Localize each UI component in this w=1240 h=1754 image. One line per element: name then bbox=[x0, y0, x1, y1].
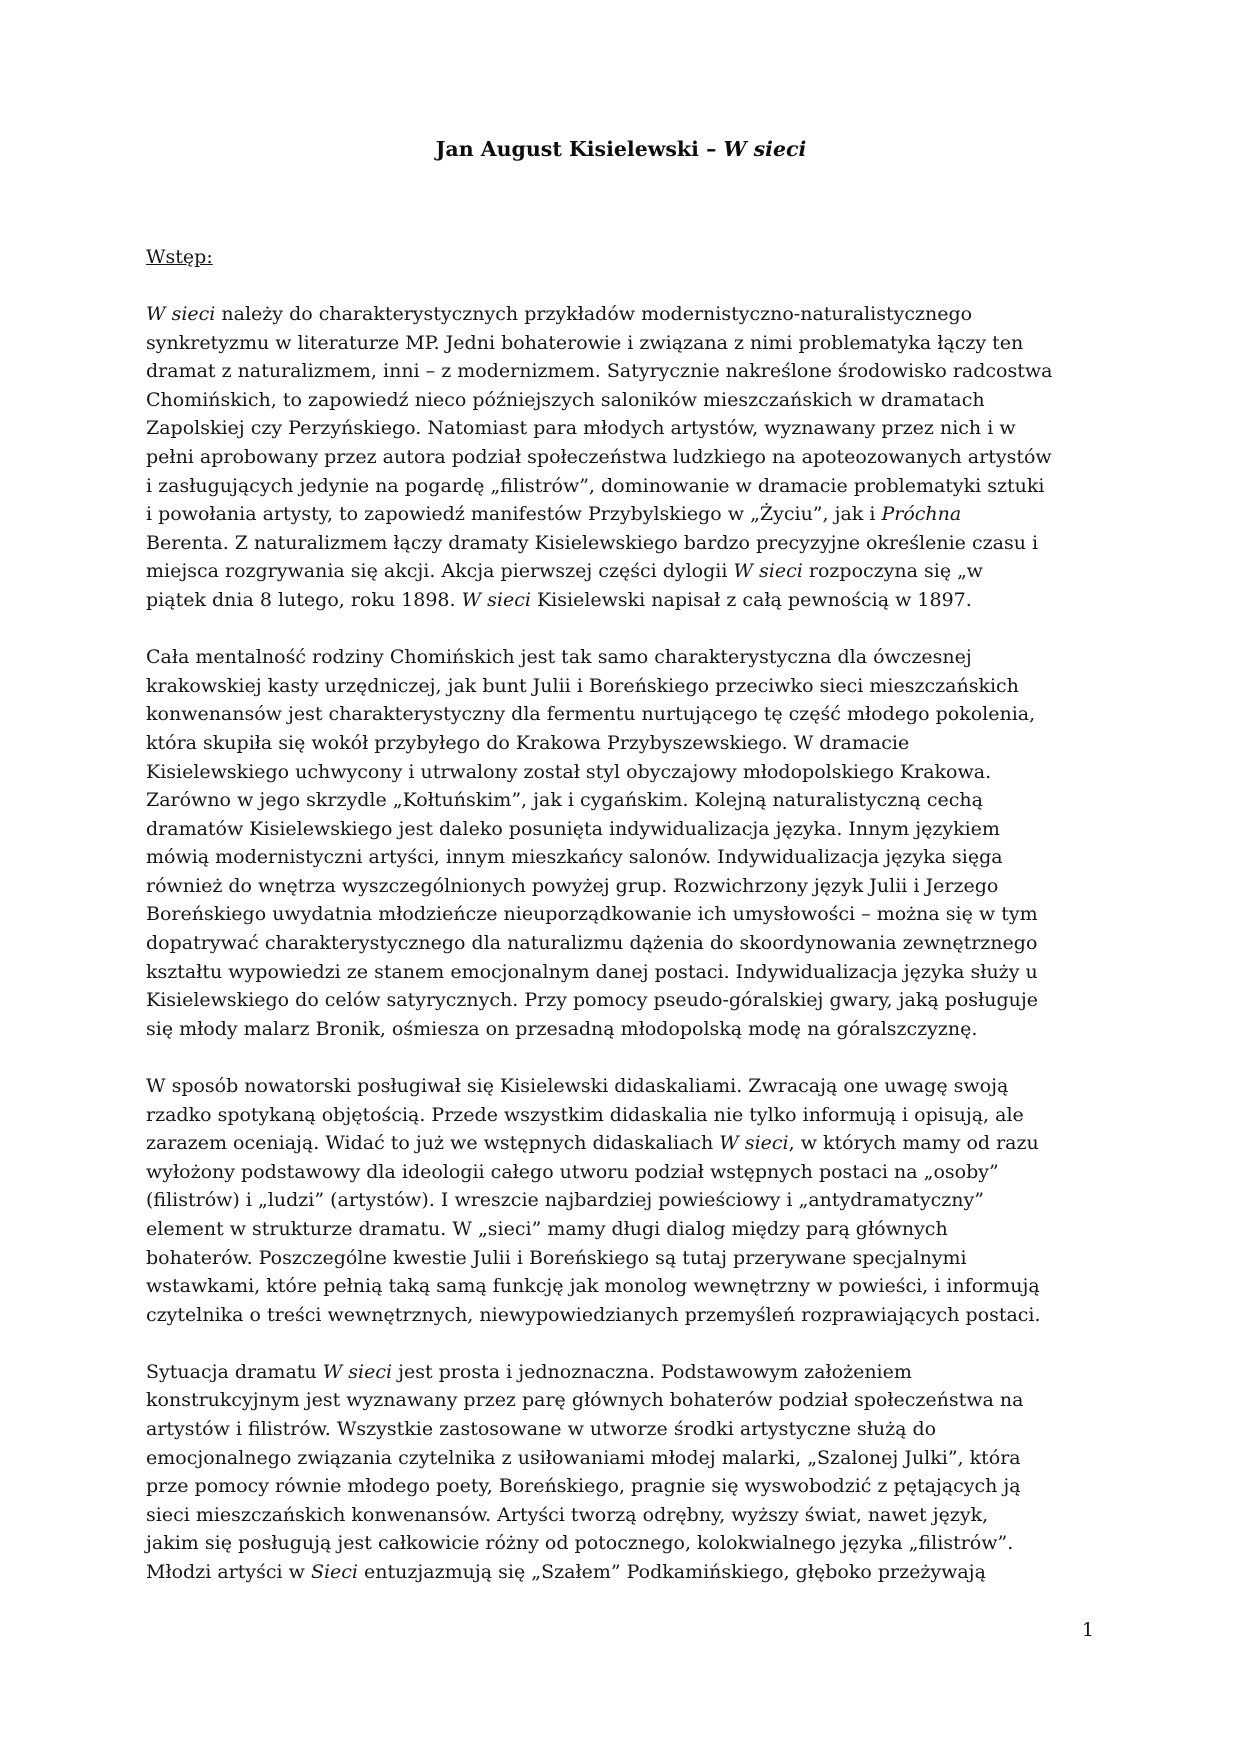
text-line bbox=[146, 1386, 1096, 1415]
text: konstrukcyjnym jest wyznawany przez parę głównych bohaterów podział społeczeństwa na bbox=[146, 1389, 1024, 1412]
italic-text: W sieci bbox=[322, 1360, 393, 1383]
text: dopatrywać charakterystycznego dla naturalizmu dążenia do skoordynowania zewnętrznego bbox=[146, 932, 1038, 955]
text-line bbox=[146, 900, 1096, 929]
text-line bbox=[146, 1072, 1096, 1101]
text: Zarówno w jego skrzydle „Kołtuńskim”, jak i cygańskim. Kolejną naturalistyczną cechą bbox=[146, 789, 983, 812]
italic-text: W sieci bbox=[146, 303, 216, 326]
text-line bbox=[146, 1215, 1096, 1244]
section-heading: Wstęp: bbox=[146, 246, 213, 268]
italic-text: W sieci bbox=[461, 589, 531, 612]
document-body bbox=[146, 300, 1096, 1586]
text: Boreńskiego uwydatnia młodzieńcze nieuporządkowanie ich umysłowości – można się w tym bbox=[146, 903, 1038, 926]
text-line bbox=[146, 1301, 1096, 1330]
italic-text: Próchna bbox=[881, 503, 962, 526]
text-line bbox=[146, 986, 1096, 1015]
text: Sytuacja dramatu bbox=[146, 1360, 323, 1383]
text: element w strukturze dramatu. W „sieci” mamy długi dialog między parą głównych bbox=[146, 1217, 948, 1240]
text: Młodzi artyści w bbox=[146, 1560, 311, 1583]
text: Kisielewskiego do celów satyrycznych. Przy pomocy pseudo-góralskiej gwary, jaką posługuje bbox=[146, 989, 1038, 1012]
italic-text: W sieci bbox=[723, 137, 807, 161]
text: , w których mamy od razu bbox=[788, 1132, 1039, 1155]
paragraph bbox=[146, 1358, 1096, 1587]
text-line bbox=[146, 529, 1096, 558]
text: zarazem oceniają. Widać to już we wstępnych didaskaliach bbox=[146, 1132, 720, 1155]
text: wyłożony podstawowy dla ideologii całego utworu podział wstępnych postaci na „osoby” bbox=[146, 1160, 999, 1183]
text-line bbox=[146, 1015, 1096, 1044]
text-line bbox=[146, 1558, 1096, 1587]
text-line bbox=[146, 443, 1096, 472]
text: należy do charakterystycznych przykładów modernistyczno-naturalistycznego bbox=[215, 303, 973, 326]
text: artystów i filistrów. Wszystkie zastosowane w utworze środki artystyczne służą do bbox=[146, 1417, 937, 1440]
text-line bbox=[146, 1244, 1096, 1273]
text-line bbox=[146, 1444, 1096, 1473]
text-line bbox=[146, 1501, 1096, 1530]
text: czytelnika o treści wewnętrznych, niewypowiedzianych przemyśleń rozprawiających postaci. bbox=[146, 1303, 1041, 1326]
text: mówią modernistyczni artyści, innym mieszkańcy salonów. Indywidualizacja języka sięga bbox=[146, 846, 1003, 869]
document-content bbox=[146, 0, 1096, 1587]
text: synkretyzmu w literaturze MP. Jedni bohaterowie i związana z nimi problematyka łączy ten bbox=[146, 331, 1024, 354]
text-line bbox=[146, 672, 1096, 701]
text-line bbox=[146, 1186, 1096, 1215]
text-line bbox=[146, 1129, 1096, 1158]
text-line bbox=[146, 643, 1096, 672]
text-line bbox=[146, 758, 1096, 787]
text-line bbox=[146, 500, 1096, 529]
text: rozpoczyna się „w bbox=[802, 560, 983, 583]
text: rzadko spotykaną objętością. Przede wszystkim didaskalia nie tylko informują i opisują, ale bbox=[146, 1103, 1024, 1126]
text-line bbox=[146, 729, 1096, 758]
text: Berenta. Z naturalizmem łączy dramaty Kisielewskiego bardzo precyzyjne określenie czasu i bbox=[146, 531, 1039, 554]
text: Jan August Kisielewski – bbox=[435, 137, 724, 161]
paragraph bbox=[146, 643, 1096, 1043]
text-line bbox=[146, 586, 1096, 615]
text: jest prosta i jednoznaczna. Podstawowym założeniem bbox=[392, 1360, 912, 1383]
italic-text: Sieci bbox=[310, 1560, 358, 1583]
text-line bbox=[146, 929, 1096, 958]
text-line bbox=[146, 700, 1096, 729]
paragraph bbox=[146, 300, 1096, 615]
text: i zasługujących jedynie na pogardę „filistrów”, dominowanie w dramacie problematyki sztuki bbox=[146, 474, 1045, 497]
text-line bbox=[146, 472, 1096, 501]
text-line bbox=[146, 1272, 1096, 1301]
text-line bbox=[146, 1415, 1096, 1444]
text-line bbox=[146, 1101, 1096, 1130]
text: (filistrów) i „ludzi” (artystów). I wreszcie najbardziej powieściowy i „antydramatyczny” bbox=[146, 1189, 984, 1212]
text: która skupiła się wokół przybyłego do Krakowa Przybyszewskiego. W dramacie bbox=[146, 731, 910, 754]
text: krakowskiej kasty urzędniczej, jak bunt Julii i Boreńskiego przeciwko sieci mieszczańskich bbox=[146, 674, 1019, 697]
text: kształtu wypowiedzi ze stanem emocjonalnym danej postaci. Indywidualizacja języka służy u bbox=[146, 960, 1038, 983]
text: i powołania artysty, to zapowiedź manifestów Przybylskiego w „Życiu”, jak i bbox=[146, 503, 882, 526]
text-line bbox=[146, 1529, 1096, 1558]
paragraph bbox=[146, 1072, 1096, 1329]
text: Kisielewskiego uchwycony i utrwalony został styl obyczajowy młodopolskiego Krakowa. bbox=[146, 760, 992, 783]
text: sieci mieszczańskich konwenansów. Artyści tworzą odrębny, wyższy świat, nawet język, bbox=[146, 1503, 989, 1526]
text: W sposób nowatorski posługiwał się Kisielewski didaskaliami. Zwracają one uwagę swoją bbox=[146, 1074, 1009, 1097]
text-line bbox=[146, 1358, 1096, 1387]
text-line bbox=[146, 300, 1096, 329]
italic-text: W sieci bbox=[719, 1132, 789, 1155]
text: Kisielewski napisał z całą pewnością w 1897. bbox=[530, 589, 972, 612]
text-line bbox=[146, 1472, 1096, 1501]
text: piątek dnia 8 lutego, roku 1898. bbox=[146, 589, 462, 612]
text-line bbox=[146, 357, 1096, 386]
text-line bbox=[146, 786, 1096, 815]
text: wstawkami, które pełnią taką samą funkcję jak monolog wewnętrzny w powieści, i informują bbox=[146, 1275, 1040, 1298]
document-title bbox=[146, 136, 1096, 162]
text-line bbox=[146, 1158, 1096, 1187]
text-line bbox=[146, 872, 1096, 901]
text: emocjonalnego związania czytelnika z usiłowaniami młodej malarki, „Szalonej Julki”, która bbox=[146, 1446, 1021, 1469]
text: pełni aprobowany przez autora podział społeczeństwa ludzkiego na apoteozowanych artystów bbox=[146, 446, 1052, 469]
text: bohaterów. Poszczególne kwestie Julii i Boreńskiego są tutaj przerywane specjalnymi bbox=[146, 1246, 967, 1269]
text: dramatów Kisielewskiego jest daleko posunięta indywidualizacja języka. Innym językiem bbox=[146, 817, 1000, 840]
text-line bbox=[146, 386, 1096, 415]
text: Zapolskiej czy Perzyńskiego. Natomiast para młodych artystów, wyznawany przez nich i w bbox=[146, 417, 1016, 440]
text: miejsca rozgrywania się akcji. Akcja pierwszej części dylogii bbox=[146, 560, 734, 583]
italic-text: W sieci bbox=[733, 560, 803, 583]
text: Chomińskich, to zapowiedź nieco późniejszych saloników mieszczańskich w dramatach bbox=[146, 388, 985, 411]
text-line bbox=[146, 958, 1096, 987]
text: się młody malarz Bronik, ośmiesza on przesadną młodopolską modę na góralszczyznę. bbox=[146, 1017, 978, 1040]
text-line bbox=[146, 815, 1096, 844]
text: entuzjazmują się „Szałem” Podkamińskiego, głęboko przeżywają bbox=[358, 1560, 986, 1583]
text: Cała mentalność rodziny Chomińskich jest tak samo charakterystyczna dla ówczesnej bbox=[146, 646, 972, 669]
text-line bbox=[146, 329, 1096, 358]
page-number: 1 bbox=[1081, 1619, 1094, 1641]
text-line bbox=[146, 843, 1096, 872]
text: konwenansów jest charakterystyczny dla fermentu nurtującego tę część młodego pokolenia, bbox=[146, 703, 1036, 726]
text: dramat z naturalizmem, inni – z modernizmem. Satyrycznie nakreślone środowisko radcostwa bbox=[146, 360, 1053, 383]
text: jakim się posługują jest całkowicie różny od potocznego, kolokwialnego języka „filistrów”. bbox=[146, 1532, 1014, 1555]
text-line bbox=[146, 414, 1096, 443]
text-line bbox=[146, 557, 1096, 586]
text: również do wnętrza wyszczególnionych powyżej grup. Rozwichrzony język Julii i Jerzego bbox=[146, 874, 999, 897]
text: prze pomocy równie młodego poety, Boreńskiego, pragnie się wyswobodzić z pętających ją bbox=[146, 1475, 1021, 1498]
